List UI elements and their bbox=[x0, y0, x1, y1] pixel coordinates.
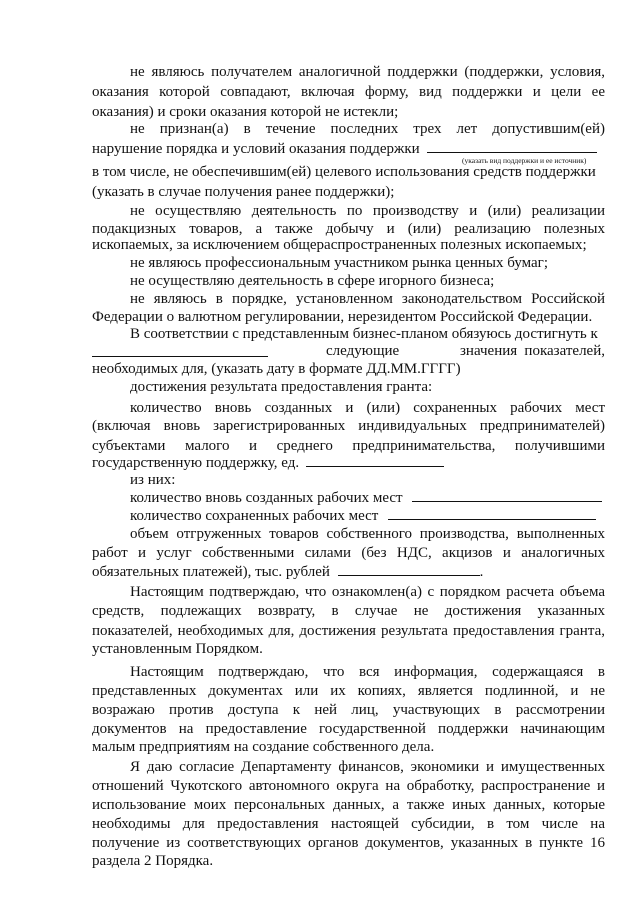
text-line: Настоящим подтверждаю, что ознакомлен(а) с порядком расчета объема bbox=[130, 584, 605, 600]
text-line: Я даю согласие Департаменту финансов, экономики и имущественных bbox=[130, 759, 605, 775]
text-segment: государственную поддержку, ед. bbox=[92, 455, 300, 471]
text-line: Настоящим подтверждаю, что вся информация, содержащаяся в bbox=[130, 664, 605, 680]
text-line bbox=[0, 506, 640, 526]
text-line: работ и услуг собственными силами (без НДС, акцизов и аналогичных bbox=[92, 545, 605, 561]
support-type-blank[interactable] bbox=[427, 139, 597, 153]
text-line bbox=[0, 488, 640, 508]
text-segment: количество вновь созданных рабочих мест bbox=[130, 490, 403, 506]
text-line: получение из соответствующих органов документов, указанных в пункте 16 bbox=[92, 835, 605, 851]
shipped-volume-blank[interactable] bbox=[338, 562, 480, 576]
text-segment: следующие bbox=[326, 343, 400, 359]
text-line: показателей, необходимых для, достижения результата предоставления гранта, bbox=[92, 623, 605, 639]
text-line: подакцизных товаров, а также добычу и (или) реализацию полезных bbox=[92, 221, 605, 237]
text-line: представленных документах или их копиях, является подлинной, и не bbox=[92, 683, 605, 699]
target-date-blank[interactable] bbox=[92, 343, 268, 357]
text-line: отношений Чукотского автономного округа на обработку, распространение и bbox=[92, 778, 605, 794]
text-line bbox=[0, 341, 640, 361]
jobs-total-blank[interactable] bbox=[306, 453, 444, 467]
text-segment: количество сохраненных рабочих мест bbox=[130, 508, 379, 524]
text-line: субъектами малого и среднего предпринимательства, получившими bbox=[92, 438, 605, 454]
text-line: малым предприятиям на создание собственного дела. bbox=[92, 739, 435, 755]
text-line: раздела 2 Порядка. bbox=[92, 853, 214, 869]
text-line: не осуществляю деятельность в сфере игорного бизнеса; bbox=[130, 273, 495, 289]
text-line: ископаемых, за исключением общераспространенных полезных ископаемых; bbox=[92, 237, 587, 253]
support-type-caption: (указать вид поддержки и ее источник) bbox=[462, 156, 587, 165]
text-segment: обязательных платежей), тыс. рублей bbox=[92, 564, 330, 580]
text-line: оказания которой совпадают, включая форму, вид поддержки и цели ее bbox=[92, 84, 605, 100]
text-line: (включая вновь зарегистрированных индивидуальных предпринимателей) bbox=[92, 418, 605, 434]
text-line: не осуществляю деятельность по производству и (или) реализации bbox=[130, 203, 605, 219]
text-line: (указать в случае получения ранее поддержки); bbox=[92, 184, 395, 200]
text-line: в том числе, не обеспечившим(ей) целевого использования средств поддержки bbox=[92, 164, 596, 180]
text-line: не являюсь в порядке, установленном законодательством Российской bbox=[130, 291, 605, 307]
text-line: количество вновь созданных и (или) сохраненных рабочих мест bbox=[130, 400, 605, 416]
jobs-created-blank[interactable] bbox=[412, 488, 602, 502]
text-line: В соответствии с представленным бизнес-планом обязуюсь достигнуть к bbox=[130, 326, 598, 342]
text-line: не признан(а) в течение последних трех лет допустившим(ей) bbox=[130, 121, 605, 137]
text-segment: . bbox=[479, 564, 484, 580]
text-line: использование моих персональных данных, а также иных данных, которые bbox=[92, 797, 605, 813]
text-line: средств, подлежащих возврату, в случае не достижения указанных bbox=[92, 603, 605, 619]
text-line: из них: bbox=[130, 472, 176, 488]
text-segment: показателей, bbox=[524, 343, 605, 359]
text-segment: значения bbox=[460, 343, 518, 359]
text-line: Федерации о валютном регулировании, нерезидентом Российской Федерации. bbox=[92, 309, 593, 325]
text-line: не являюсь получателем аналогичной поддержки (поддержки, условия, bbox=[130, 64, 605, 80]
text-line bbox=[0, 562, 640, 582]
text-line: возражаю против доступа к ней лиц, участвующих в рассмотрении bbox=[92, 702, 605, 718]
text-line: необходимы для предоставления настоящей субсидии, в том числе на bbox=[92, 816, 605, 832]
text-line: установленным Порядком. bbox=[92, 641, 263, 657]
text-line: не являюсь профессиональным участником рынка ценных бумаг; bbox=[130, 255, 548, 271]
text-line: оказания) и сроки оказания которой не истекли; bbox=[92, 104, 399, 120]
text-line: достижения результата предоставления гранта: bbox=[130, 379, 433, 395]
text-line: документов на предоставление государственной поддержки начинающим bbox=[92, 721, 605, 737]
text-line: необходимых для, (указать дату в формате ДД.ММ.ГГГГ) bbox=[92, 361, 461, 377]
jobs-retained-blank[interactable] bbox=[388, 506, 596, 520]
text-segment: нарушение порядка и условий оказания поддержки bbox=[92, 141, 420, 157]
text-line: объем отгруженных товаров собственного производства, выполненных bbox=[130, 526, 605, 542]
